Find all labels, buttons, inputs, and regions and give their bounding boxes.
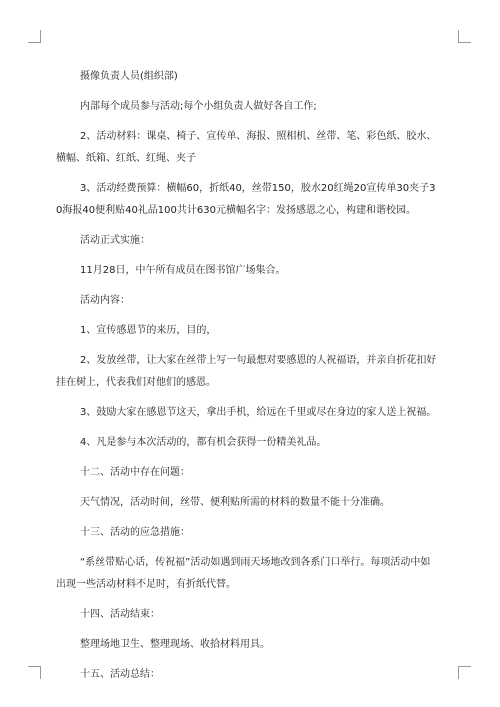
section-heading: 十五、活动总结： [80,669,160,680]
section-heading: 十四、活动结束： [80,609,160,620]
paragraph: 4、凡是参与本次活动的，都有机会获得一份精美礼品。 [80,437,327,448]
document-body [56,66,440,694]
crop-mark-bottom-right [458,666,471,679]
paragraph: 1、宣传感恩节的来历，目的， [80,325,217,336]
paragraph: “系丝带贴心话，传祝福”活动如遇到雨天场地改到各系门口举行。每项活动中如出现一些活动材料不足时，有折纸代替。 [56,557,431,590]
paragraph: 活动内容： [80,295,130,306]
paragraph: 整理场地卫生、整理现场、收拾材料用具。 [80,639,270,650]
paragraph: 天气情况，活动时间，丝带、便利贴所需的材料的数量不能十分准确。 [80,497,390,508]
paragraph: 摄像负责人员(组织部) [80,71,178,82]
section-heading: 十三、活动的应急措施： [80,527,190,538]
paragraph: 3、鼓励大家在感恩节这天，拿出手机，给远在千里或尽在身边的家人送上祝福。 [80,407,437,418]
crop-mark-top-right [458,30,471,43]
paragraph: 11月28日，中午所有成员在图书馆广场集合。 [80,265,286,276]
crop-mark-top-left [28,30,41,43]
section-heading: 十二、活动中存在问题： [80,467,190,478]
paragraph: 2、活动材料：课桌、椅子、宣传单、海报、照相机、丝带、笔、彩色纸、胶水、横幅、纸箱、红纸、红绳、夹子 [56,131,437,164]
paragraph: 3、活动经费预算：横幅60，折纸40，丝带150，胶水20红绳20宣传单30夹子30海报40便利贴40礼品100共计630元横幅名字：发扬感恩之心，构建和谐校园。 [56,183,436,216]
paragraph: 内部每个成员参与活动;每个小组负责人做好各自工作; [80,101,317,112]
paragraph: 活动正式实施： [80,235,150,246]
crop-mark-bottom-left [28,666,41,679]
paragraph: 2、发放丝带，让大家在丝带上写一句最想对要感恩的人祝福语，并亲自折花扣好挂在树上，代表我们对他们的感恩。 [56,355,437,388]
